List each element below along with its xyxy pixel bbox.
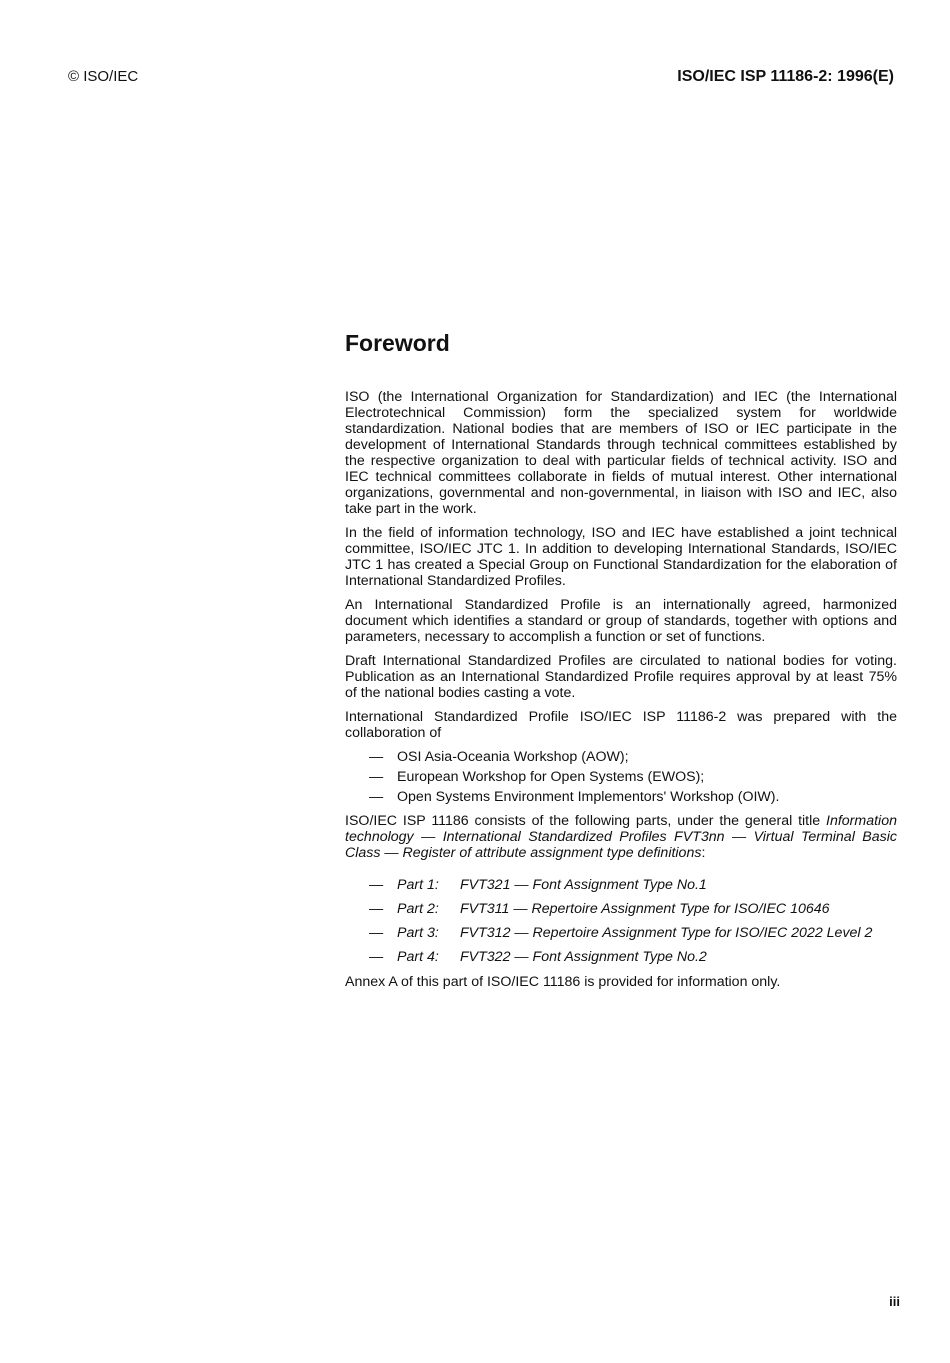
- paragraph-annex: Annex A of this part of ISO/IEC 11186 is provided for information only.: [345, 974, 781, 990]
- general-title: Information technology — International Standardized Profiles FVT3nn — Virtual Terminal Basic Class — Register of attribute assignment type definitions: [345, 813, 897, 861]
- parts-list: [345, 877, 897, 965]
- part-number: Part 3:: [397, 925, 439, 941]
- dash-marker: —: [369, 749, 384, 765]
- parts-intro-lead: ISO/IEC ISP 11186 consists of the following parts, under the general title: [345, 813, 827, 829]
- workshop-name: OSI Asia-Oceania Workshop (AOW);: [397, 749, 629, 765]
- paragraph-iso-iec: ISO (the International Organization for Standardization) and IEC (the International Electrotechnical Commission) form the specialized system for worldwide standardization. National bodies that are members of ISO or IEC participate in the development of International Standards through technical committees established by the respective organization to deal with particular fields of technical activity. ISO and IEC technical committees collaborate in fields of mutual interest. Other international organizations, governmental and non-governmental, in liaison with ISO and IEC, also take part in the work.: [345, 389, 897, 517]
- paragraph-voting: Draft International Standardized Profiles are circulated to national bodies for voting. Publication as an International Standardized Profile requires approval by at least 75% of the national bodies casting a vote.: [345, 653, 897, 701]
- paragraph-jtc1: In the field of information technology, ISO and IEC have established a joint technical committee, ISO/IEC JTC 1. In addition to developing International Standards, ISO/IEC JTC 1 has created a Special Group on Functional Standardization for the elaboration of International Standardized Profiles.: [345, 525, 897, 589]
- dash-marker: —: [369, 877, 384, 893]
- part-title: FVT322 — Font Assignment Type No.2: [460, 949, 707, 965]
- paragraph-parts-intro: [345, 813, 897, 861]
- list-item: [345, 769, 897, 785]
- part-number: Part 1:: [397, 877, 439, 893]
- part-title: FVT311 — Repertoire Assignment Type for ISO/IEC 10646: [460, 901, 830, 917]
- dash-marker: —: [369, 901, 384, 917]
- page-number: iii: [889, 1294, 900, 1309]
- part-number: Part 2:: [397, 901, 439, 917]
- list-item: [345, 789, 897, 805]
- dash-marker: —: [369, 949, 384, 965]
- list-item: [345, 949, 897, 965]
- list-item: [345, 877, 897, 893]
- page-title: Foreword: [345, 330, 450, 356]
- part-title: FVT321 — Font Assignment Type No.1: [460, 877, 707, 893]
- list-item: [345, 901, 897, 917]
- foreword-section: [345, 328, 897, 998]
- header-document-id: ISO/IEC ISP 11186-2: 1996(E): [677, 68, 894, 85]
- header-copyright: © ISO/IEC: [68, 68, 139, 85]
- part-number: Part 4:: [397, 949, 439, 965]
- workshop-name: European Workshop for Open Systems (EWOS);: [397, 769, 705, 785]
- dash-marker: —: [369, 789, 384, 805]
- parts-intro-end: :: [701, 845, 706, 861]
- list-item: [345, 925, 897, 941]
- dash-marker: —: [369, 769, 384, 785]
- part-title: FVT312 — Repertoire Assignment Type for ISO/IEC 2022 Level 2: [460, 925, 873, 941]
- workshop-list: [345, 749, 897, 805]
- paragraph-collaboration: International Standardized Profile ISO/IEC ISP 11186-2 was prepared with the collaboration of: [345, 709, 897, 741]
- workshop-name: Open Systems Environment Implementors' Workshop (OIW).: [397, 789, 780, 805]
- paragraph-isp-definition: An International Standardized Profile is an internationally agreed, harmonized document which identifies a standard or group of standards, together with options and parameters, necessary to accomplish a function or set of functions.: [345, 597, 897, 645]
- list-item: [345, 749, 897, 765]
- dash-marker: —: [369, 925, 384, 941]
